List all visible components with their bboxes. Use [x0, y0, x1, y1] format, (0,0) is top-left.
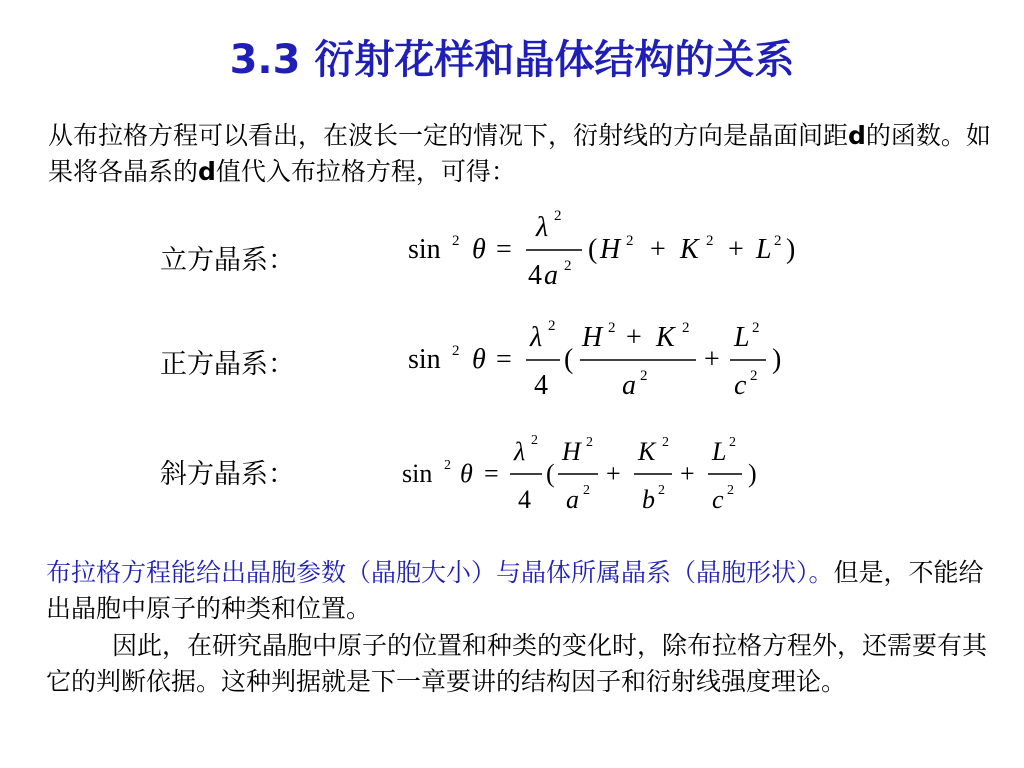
- svg-text:2: 2: [452, 343, 460, 359]
- svg-text:2: 2: [729, 435, 736, 450]
- followup-text: 因此，在研究晶胞中原子的位置和种类的变化时，除布拉格方程外，还需要有其它的判断依据。这种判据就是下一章要讲的结构因子和衍射线强度理论。: [46, 631, 988, 696]
- svg-text:sin: sin: [408, 234, 441, 265]
- slide-title: 3.3 衍射花样和晶体结构的关系: [229, 37, 795, 83]
- svg-text:H: H: [582, 322, 603, 353]
- svg-text:4: 4: [534, 370, 548, 401]
- svg-text:+: +: [650, 234, 666, 265]
- followup-paragraph: [46, 628, 1006, 700]
- svg-text:L: L: [712, 437, 727, 466]
- orthorhombic-system-label: 斜方晶系：: [160, 459, 295, 490]
- svg-text:a: a: [622, 370, 636, 401]
- svg-text:): ): [786, 234, 796, 265]
- conclusion-rest: 但是，不能给出晶胞中原子的种类和位置。: [46, 558, 984, 623]
- intro-text-2: 的函数。如果将各晶系的: [48, 121, 991, 186]
- svg-text:2: 2: [662, 435, 669, 450]
- svg-text:c: c: [734, 370, 747, 401]
- svg-text:K: K: [680, 234, 699, 265]
- svg-text:c: c: [712, 485, 724, 514]
- svg-text:+: +: [728, 234, 744, 265]
- svg-text:2: 2: [640, 368, 648, 384]
- svg-text:=: =: [484, 459, 499, 488]
- intro-text-1: 从布拉格方程可以看出，在波长一定的情况下，衍射线的方向是晶面间距: [48, 121, 849, 150]
- svg-text:a: a: [566, 485, 579, 514]
- svg-text:K: K: [656, 322, 675, 353]
- svg-text:L: L: [756, 234, 772, 265]
- svg-text:2: 2: [682, 320, 690, 336]
- svg-text:+: +: [606, 459, 621, 488]
- svg-text:2: 2: [554, 208, 562, 224]
- svg-text:2: 2: [752, 320, 760, 336]
- svg-text:4: 4: [518, 485, 531, 514]
- svg-text:(: (: [546, 459, 555, 488]
- svg-text:+: +: [680, 459, 695, 488]
- tetragonal-system-formula: [400, 310, 820, 410]
- svg-text:2: 2: [444, 458, 451, 473]
- svg-text:2: 2: [706, 233, 714, 249]
- svg-text:H: H: [600, 234, 621, 265]
- svg-text:): ): [748, 459, 757, 488]
- svg-text:θ: θ: [472, 234, 486, 265]
- cubic-system-label: 立方晶系：: [160, 245, 295, 276]
- svg-text:=: =: [496, 344, 512, 375]
- conclusion-paragraph: [46, 555, 1006, 627]
- orthorhombic-system-formula: [400, 424, 820, 524]
- svg-text:=: =: [496, 234, 512, 265]
- svg-text:(: (: [588, 234, 598, 265]
- svg-text:2: 2: [608, 320, 616, 336]
- svg-text:λ: λ: [514, 437, 526, 466]
- svg-text:sin: sin: [402, 459, 433, 488]
- svg-text:2: 2: [531, 433, 538, 448]
- svg-text:L: L: [734, 322, 750, 353]
- svg-text:2: 2: [564, 258, 572, 274]
- svg-text:H: H: [562, 437, 581, 466]
- svg-text:2: 2: [774, 233, 782, 249]
- svg-text:θ: θ: [460, 459, 473, 488]
- intro-text-3: 值代入布拉格方程，可得：: [215, 157, 516, 186]
- svg-text:2: 2: [727, 483, 734, 498]
- svg-text:2: 2: [452, 233, 460, 249]
- cubic-system-formula: [400, 200, 820, 300]
- svg-text:2: 2: [750, 368, 758, 384]
- svg-text:4: 4: [528, 260, 542, 291]
- svg-text:2: 2: [586, 435, 593, 450]
- svg-text:+: +: [626, 322, 642, 353]
- svg-text:2: 2: [583, 483, 590, 498]
- intro-paragraph: [48, 118, 998, 190]
- svg-text:): ): [772, 344, 782, 375]
- svg-text:b: b: [642, 485, 655, 514]
- svg-text:(: (: [564, 344, 574, 375]
- svg-text:2: 2: [626, 233, 634, 249]
- intro-d-symbol-2: d: [198, 157, 216, 186]
- svg-text:2: 2: [658, 483, 665, 498]
- svg-text:sin: sin: [408, 344, 441, 375]
- conclusion-highlight: 布拉格方程能给出晶胞参数（晶胞大小）与晶体所属晶系（晶胞形状）。: [46, 558, 834, 587]
- svg-text:θ: θ: [472, 344, 486, 375]
- svg-text:+: +: [704, 344, 720, 375]
- intro-d-symbol-1: d: [848, 121, 866, 150]
- svg-text:2: 2: [548, 318, 556, 334]
- tetragonal-system-label: 正方晶系：: [160, 349, 295, 380]
- svg-text:λ: λ: [536, 212, 549, 243]
- svg-text:K: K: [638, 437, 656, 466]
- svg-text:a: a: [544, 260, 558, 291]
- svg-text:λ: λ: [530, 322, 543, 353]
